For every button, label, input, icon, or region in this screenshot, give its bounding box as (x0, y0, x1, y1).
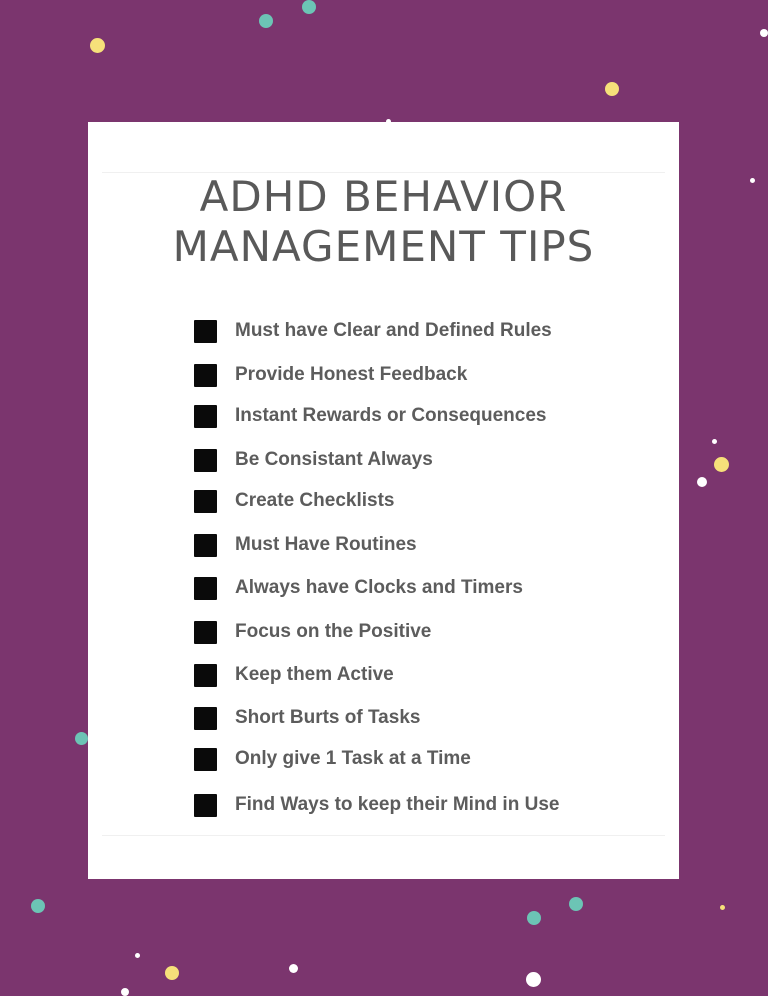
tips-card (88, 122, 679, 879)
confetti-dot (121, 988, 129, 996)
confetti-dot (714, 457, 729, 472)
confetti-dot (712, 439, 717, 444)
confetti-dot (569, 897, 583, 911)
checkbox-icon (194, 364, 217, 387)
tip-label: Instant Rewards or Consequences (235, 405, 547, 426)
bottom-divider (102, 835, 665, 836)
confetti-dot (605, 82, 619, 96)
tip-item (194, 319, 552, 343)
tip-label: Be Consistant Always (235, 449, 433, 470)
checkbox-icon (194, 621, 217, 644)
title-line-1: ADHD BEHAVIOR (199, 172, 568, 221)
checkbox-icon (194, 794, 217, 817)
confetti-dot (165, 966, 179, 980)
confetti-dot (527, 911, 541, 925)
tip-label: Short Burts of Tasks (235, 707, 421, 728)
tip-label: Must have Clear and Defined Rules (235, 320, 552, 341)
tip-item (194, 363, 467, 387)
tip-item (194, 620, 431, 644)
confetti-dot (750, 178, 755, 183)
tip-label: Must Have Routines (235, 534, 417, 555)
tip-item (194, 576, 523, 600)
confetti-dot (75, 732, 88, 745)
tip-item (194, 706, 420, 730)
checkbox-icon (194, 490, 217, 513)
confetti-dot (302, 0, 316, 14)
confetti-dot (259, 14, 273, 28)
tip-item (194, 533, 417, 557)
tip-item (194, 747, 471, 771)
tip-item (194, 489, 394, 513)
confetti-dot (720, 905, 725, 910)
poster-title (88, 172, 679, 272)
confetti-dot (135, 953, 140, 958)
checkbox-icon (194, 664, 217, 687)
confetti-dot (289, 964, 298, 973)
tip-label: Find Ways to keep their Mind in Use (235, 794, 560, 815)
tip-label: Always have Clocks and Timers (235, 577, 523, 598)
tip-item (194, 793, 559, 817)
tip-label: Provide Honest Feedback (235, 364, 468, 385)
confetti-dot (526, 972, 541, 987)
checkbox-icon (194, 577, 217, 600)
tip-label: Focus on the Positive (235, 621, 432, 642)
confetti-dot (31, 899, 45, 913)
tip-label: Only give 1 Task at a Time (235, 748, 471, 769)
tip-label: Create Checklists (235, 490, 395, 511)
checkbox-icon (194, 320, 217, 343)
checkbox-icon (194, 449, 217, 472)
tip-item (194, 663, 394, 687)
tip-item (194, 448, 433, 472)
checkbox-icon (194, 534, 217, 557)
confetti-dot (90, 38, 105, 53)
checkbox-icon (194, 405, 217, 428)
confetti-dot (697, 477, 707, 487)
title-line-2: MANAGEMENT TIPS (172, 222, 595, 271)
checkbox-icon (194, 707, 217, 730)
tip-label: Keep them Active (235, 664, 394, 685)
checkbox-icon (194, 748, 217, 771)
tip-item (194, 404, 546, 428)
confetti-dot (760, 29, 768, 37)
